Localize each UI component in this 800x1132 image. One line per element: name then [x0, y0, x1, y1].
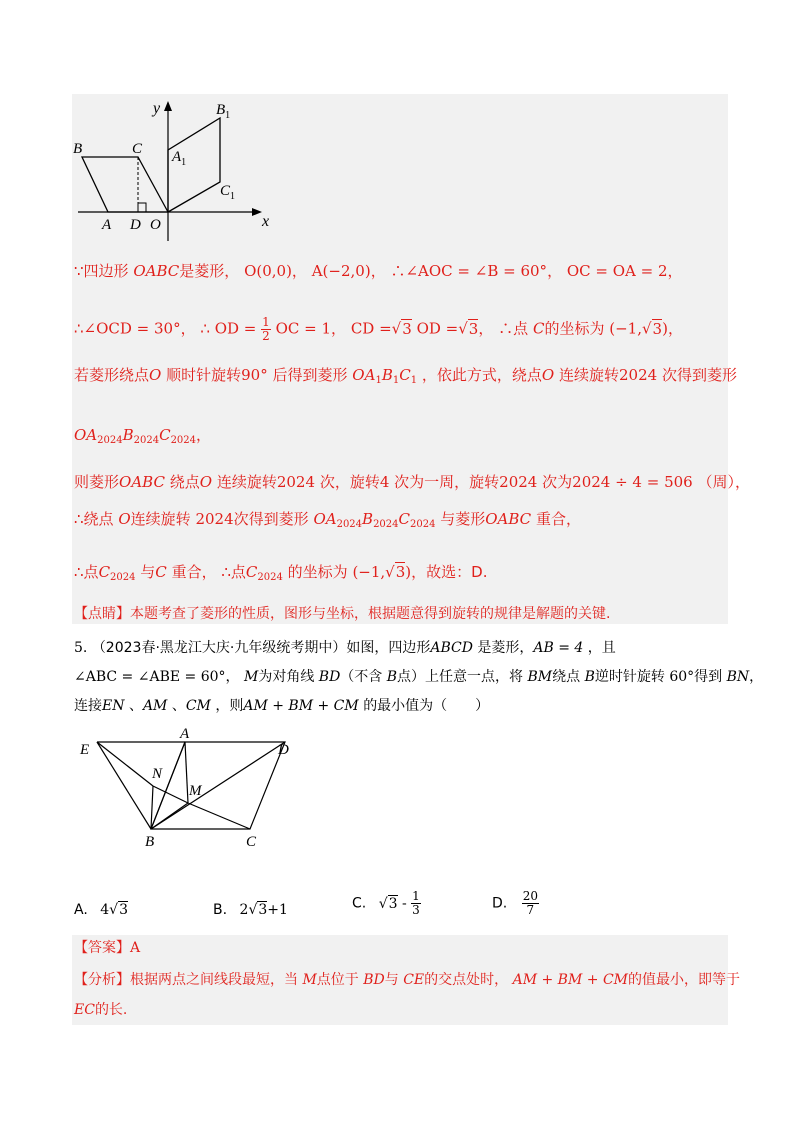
label-C: C — [246, 834, 257, 850]
option-d[interactable]: D. $\frac{20}{7}$ — [492, 889, 538, 917]
answer-value: A — [130, 940, 141, 956]
segment-nm — [153, 786, 188, 803]
solution-line-3: 若菱形绕点O 顺时针旋转90° 后得到菱形 $OA_1B_1C_1$ ，依此方式，绕点O 连续旋转2024 次得到菱形 — [74, 366, 737, 386]
label-B: B — [73, 141, 83, 157]
right-angle-mark — [138, 203, 146, 212]
label-A1: $A_1$ — [172, 149, 187, 168]
solution-line-1: ∵四边形 OABC是菱形， O(0,0)， A(−2,0)， ∴∠AOC = ∠B = 60°， OC = OA = 2， — [74, 262, 683, 280]
analysis-tag: 【分析】 — [74, 972, 130, 988]
analysis-line-1: 【分析】根据两点之间线段最短，当 M点位于 BD与 CE的交点处时， AM + BM + CM的值最小，即等于 — [74, 972, 740, 988]
label-C: C — [132, 141, 143, 157]
answer-line — [74, 938, 140, 958]
question-5-line-2: ∠ABC = ∠ABE = 60°， M为对角线 BD（不含 B点）上任意一点，将 BM绕点 B逆时针旋转 60°得到 BN， — [74, 669, 764, 685]
label-y: y — [153, 100, 161, 117]
analysis-line-2: EC的长. — [74, 1002, 128, 1018]
option-b[interactable]: B. 2√3+1 — [213, 902, 288, 918]
segment-am — [185, 742, 188, 803]
dianjing-note — [74, 604, 610, 624]
question-5-line-3: 连接EN 、AM 、CM ，则AM + BM + CM 的最小值为（ ） — [74, 698, 490, 714]
solution-line-4: $OA_{2024}B_{2024}C_{2024}$， — [74, 426, 212, 446]
label-D: D — [130, 217, 141, 233]
segment-cm — [188, 803, 250, 829]
answer-tag: 【答案】 — [74, 940, 130, 956]
dianjing-tag: 【点睛】 — [74, 606, 130, 622]
y-axis-arrow — [164, 101, 172, 111]
label-C1: $C_1$ — [220, 183, 236, 202]
solution-line-2: ∴∠OCD = 30°， ∴ OD = $\frac{1}{2}$ OC = 1， CD =√3 OD =√3， ∴点 C的坐标为 (−1,√3)， — [74, 315, 683, 343]
fraction-one-third: $\frac{1}{3}$ — [412, 889, 420, 917]
segment-en — [97, 742, 153, 786]
label-E: E — [80, 742, 90, 758]
dianjing-text: 本题考查了菱形的性质，图形与坐标，根据题意得到旋转的规律是解题的关键. — [130, 606, 611, 622]
rhombus-abcd-figure — [75, 728, 300, 853]
fraction-twenty-sevenths: $\frac{20}{7}$ — [522, 889, 538, 917]
question-5-line-1: 5. （2023春·黑龙江大庆·九年级统考期中）如图，四边形ABCD 是菱形，AB = 4 ，且 — [74, 640, 616, 656]
label-B1: $B_1$ — [216, 102, 231, 121]
solution-line-7: ∴点$C_{2024}$ 与C 重合， ∴点$C_{2024}$ 的坐标为 (−1,√3)，故选：D. — [74, 563, 488, 583]
solution-line-5: 则菱形OABC 绕点O 连续旋转2024 次，旋转4 次为一周，旋转2024 次为2024 ÷ 4 = 506 （周）， — [74, 473, 751, 491]
rhombus-coordinate-figure — [70, 95, 300, 245]
label-O: O — [150, 217, 161, 233]
question-number: 5. — [74, 640, 88, 656]
label-N: N — [152, 766, 163, 782]
option-a[interactable]: A. 4√3 — [74, 902, 128, 918]
rhombus-oa1b1c1 — [168, 118, 220, 212]
solution-line-6: ∴绕点 O连续旋转 2024次得到菱形 $OA_{2024}B_{2024}C_{2024}$ 与菱形OABC 重合， — [74, 510, 581, 530]
label-B: B — [145, 834, 155, 850]
fraction-one-half: $\frac{1}{2}$ — [262, 315, 270, 343]
label-M: M — [189, 783, 202, 799]
label-A: A — [180, 728, 190, 742]
segment-bn — [151, 786, 153, 829]
x-axis-arrow — [252, 208, 262, 216]
segment-eb — [97, 742, 151, 829]
option-c[interactable]: C. √3 - $\frac{1}{3}$ — [352, 889, 420, 917]
label-D: D — [278, 742, 289, 758]
segment-ab — [151, 742, 185, 829]
label-x: x — [262, 213, 270, 230]
rhombus-oabc — [82, 157, 168, 212]
label-A: A — [102, 217, 112, 233]
